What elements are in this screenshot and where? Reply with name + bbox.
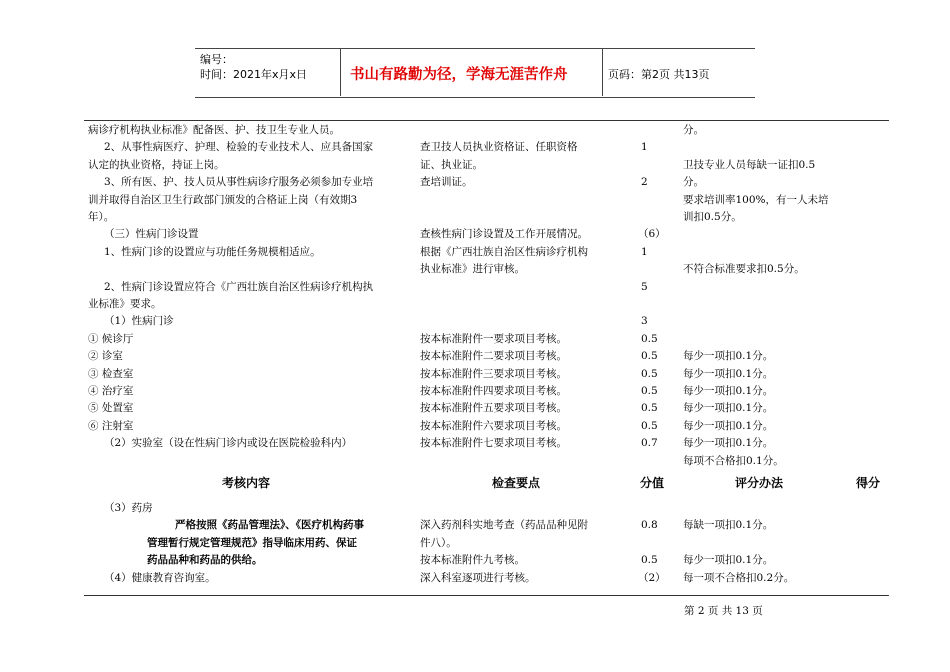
table-bottom-rule bbox=[84, 595, 889, 596]
header-motto: 书山有路勤为径，学海无涯苦作舟 bbox=[350, 67, 568, 83]
row-score: 0.5 bbox=[641, 385, 658, 397]
row-content: （三）性病门诊设置 bbox=[104, 228, 199, 241]
row-scoring-method: 训扣0.5分。 bbox=[683, 211, 742, 223]
row-content: ② 诊室 bbox=[88, 350, 123, 363]
row-scoring-method: 每少一项扣0.1分。 bbox=[683, 419, 774, 432]
document-date: 时间：2021年x月x日 bbox=[200, 68, 308, 81]
row-score: 0.5 bbox=[641, 367, 658, 380]
row-check-point: 按本标准附件一要求项目考核。 bbox=[420, 332, 567, 345]
column-header-method: 评分办法 bbox=[735, 476, 784, 490]
health-education-method: 每一项不合格扣0.2分。 bbox=[683, 572, 795, 584]
row-content: 病诊疗机构执业标准》配备医、护、技卫生专业人员。 bbox=[88, 124, 340, 136]
row-score: 0.7 bbox=[641, 437, 658, 450]
row-content: 训并取得自治区卫生行政部门颁发的合格证上岗（有效期3 bbox=[88, 193, 358, 206]
row-check-point: 按本标准附件四要求项目考核。 bbox=[420, 385, 567, 397]
row-content: 业标准》要求。 bbox=[88, 298, 162, 310]
row-scoring-method: 分。 bbox=[683, 176, 704, 189]
row-scoring-method: 每项不合格扣0.1分。 bbox=[683, 454, 784, 467]
pharmacy-method: 每缺一项扣0.1分。 bbox=[683, 519, 774, 531]
row-content: ④ 治疗室 bbox=[88, 385, 134, 397]
row-content: ⑤ 处置室 bbox=[88, 402, 134, 415]
row-score: 3 bbox=[641, 315, 648, 328]
row-score: 0.5 bbox=[641, 332, 658, 345]
row-scoring-method: 要求培训率100%，有一人未培 bbox=[683, 193, 829, 206]
pharmacy-check: 件八）。 bbox=[420, 537, 457, 549]
row-score: 1 bbox=[641, 141, 648, 154]
row-scoring-method: 每少一项扣0.1分。 bbox=[683, 367, 774, 380]
pharmacy-check: 深入药剂科实地考查（药品品种见附 bbox=[420, 519, 588, 531]
row-content: 年）。 bbox=[88, 211, 115, 223]
row-content: ① 候诊厅 bbox=[88, 332, 134, 345]
row-scoring-method: 不符合标准要求扣0.5分。 bbox=[683, 263, 805, 276]
row-check-point: 查卫技人员执业资格证、任职资格 bbox=[420, 141, 578, 154]
document-number-label: 编号： bbox=[200, 53, 233, 66]
row-check-point: 按本标准附件三要求项目考核。 bbox=[420, 367, 567, 380]
pharmacy-title: （3）药房 bbox=[104, 502, 153, 514]
pharmacy-method: 每少一项扣0.1分。 bbox=[683, 554, 774, 566]
row-score: 0.5 bbox=[641, 419, 658, 432]
row-content: ⑥ 注射室 bbox=[88, 419, 134, 432]
header-divider bbox=[602, 48, 603, 96]
row-scoring-method: 每少一项扣0.1分。 bbox=[683, 350, 774, 363]
row-score: 5 bbox=[641, 280, 648, 293]
pharmacy-score: 0.8 bbox=[641, 519, 658, 531]
column-header-result: 得分 bbox=[856, 476, 881, 490]
row-content: 1、性病门诊的设置应与功能任务规模相适应。 bbox=[104, 245, 321, 258]
row-score: 0.5 bbox=[641, 350, 658, 363]
row-scoring-method: 每少一项扣0.1分。 bbox=[683, 385, 774, 397]
row-check-point: 按本标准附件七要求项目考核。 bbox=[420, 437, 567, 450]
row-scoring-method: 每少一项扣0.1分。 bbox=[683, 437, 774, 450]
row-score: （6） bbox=[638, 228, 666, 241]
row-scoring-method: 每少一项扣0.1分。 bbox=[683, 402, 774, 415]
row-check-point: 执业标准》进行审核。 bbox=[420, 263, 525, 276]
row-content: ③ 检查室 bbox=[88, 367, 134, 380]
row-check-point: 按本标准附件六要求项目考核。 bbox=[420, 419, 567, 432]
row-content: 认定的执业资格，持证上岗。 bbox=[88, 158, 225, 171]
header-divider bbox=[340, 48, 341, 96]
row-check-point: 证、执业证。 bbox=[420, 158, 483, 171]
column-header-score: 分值 bbox=[640, 476, 665, 490]
pharmacy-check: 按本标准附件九考核。 bbox=[420, 554, 525, 566]
pharmacy-requirement-line: 严格按照《药品管理法》、《医疗机构药事 bbox=[175, 519, 364, 531]
page-footer: 第 2 页 共 13 页 bbox=[684, 605, 763, 617]
column-header-points: 检查要点 bbox=[492, 476, 541, 490]
row-content: 2、性病门诊设置应符合《广西壮族自治区性病诊疗机构执 bbox=[104, 280, 374, 293]
row-scoring-method: 卫技专业人员每缺一证扣0.5 bbox=[683, 158, 816, 171]
column-header-content: 考核内容 bbox=[222, 476, 271, 490]
table-top-rule bbox=[84, 120, 889, 121]
health-education-check: 深入科室逐项进行考核。 bbox=[420, 572, 536, 584]
pharmacy-score: 0.5 bbox=[641, 554, 658, 566]
row-scoring-method: 分。 bbox=[683, 124, 704, 136]
row-content: 2、从事性病医疗、护理、检验的专业技术人、应具备国家 bbox=[104, 141, 374, 154]
row-score: 1 bbox=[641, 245, 648, 258]
pharmacy-requirement-line: 管理暂行规定管理规范》指导临床用药、保证 bbox=[147, 537, 357, 549]
row-content: （1）性病门诊 bbox=[104, 315, 174, 328]
health-education-title: （4）健康教育咨询室。 bbox=[104, 572, 216, 584]
row-check-point: 查培训证。 bbox=[420, 176, 473, 189]
row-content: 3、所有医、护、技人员从事性病诊疗服务必须参加专业培 bbox=[104, 176, 374, 189]
health-education-score: （2） bbox=[638, 572, 666, 584]
row-content: （2）实验室（设在性病门诊内或设在医院检验科内） bbox=[104, 437, 353, 450]
row-check-point: 根据《广西壮族自治区性病诊疗机构 bbox=[420, 245, 588, 258]
row-check-point: 按本标准附件五要求项目考核。 bbox=[420, 402, 567, 415]
page-indicator: 页码：第2页 共13页 bbox=[608, 68, 710, 81]
row-score: 2 bbox=[641, 176, 648, 189]
row-check-point: 按本标准附件二要求项目考核。 bbox=[420, 350, 567, 363]
row-score: 0.5 bbox=[641, 402, 658, 415]
pharmacy-requirement-line: 药品品种和药品的供给。 bbox=[147, 554, 263, 566]
row-check-point: 查核性病门诊设置及工作开展情况。 bbox=[420, 228, 588, 241]
